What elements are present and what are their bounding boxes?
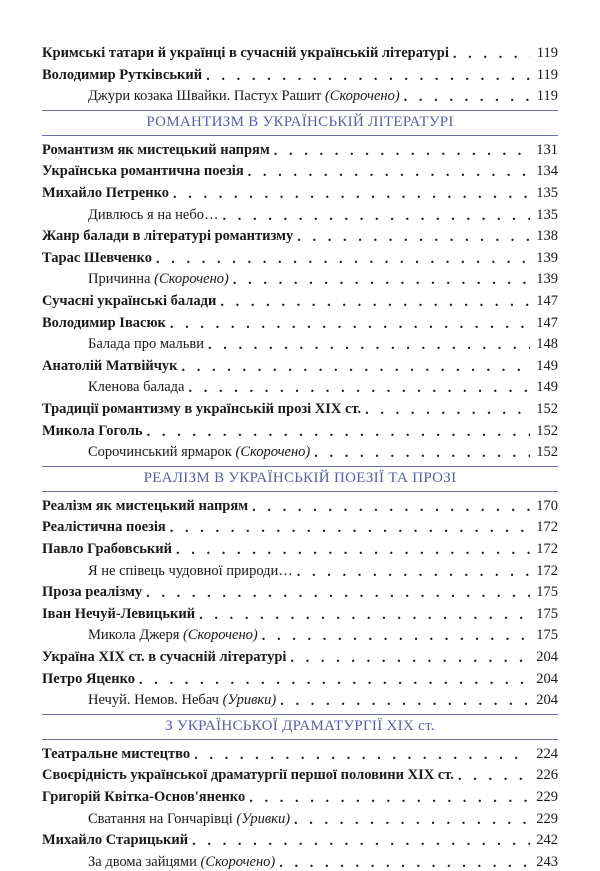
leader-dots (189, 380, 531, 396)
toc-entry (42, 42, 558, 62)
toc-entry (42, 764, 558, 784)
entry-title: Микола Гоголь (42, 422, 143, 439)
leader-dots (249, 790, 530, 806)
leader-dots (279, 855, 530, 871)
entry-title: Михайло Старицький (42, 832, 189, 849)
page-number: 152 (536, 401, 558, 417)
toc-entry (42, 516, 558, 536)
toc-subentry (88, 624, 558, 644)
page-number: 243 (536, 853, 558, 870)
page-number: 139 (536, 271, 558, 288)
leader-dots (248, 164, 530, 180)
leader-dots (458, 768, 530, 784)
page-number: 131 (536, 141, 558, 158)
leader-dots (297, 229, 530, 245)
toc-entry (42, 495, 558, 515)
leader-dots (220, 294, 530, 310)
leader-dots (290, 650, 530, 666)
leader-dots (206, 68, 530, 84)
toc-entry (42, 829, 558, 849)
page-number: 149 (536, 357, 558, 374)
entry-title: Микола Джеря (Скорочено) (88, 627, 258, 644)
leader-dots (139, 672, 530, 688)
leader-dots (294, 812, 530, 828)
entry-note: (Скорочено) (324, 88, 400, 105)
toc-entry (42, 225, 558, 245)
entry-title: Реалістична поезія (42, 519, 166, 536)
entry-title: Тарас Шевченко (42, 249, 152, 266)
entry-title: Кленова балада (88, 379, 185, 396)
page-number: 138 (536, 228, 558, 245)
page-number: 229 (536, 789, 558, 805)
page-number: 139 (536, 249, 558, 266)
leader-dots (208, 337, 530, 353)
toc-entry (42, 64, 558, 84)
entry-title: Григорій Квітка-Основ'яненко (42, 789, 246, 805)
toc-subentry (88, 851, 558, 871)
page-number: 135 (536, 185, 558, 201)
toc-entry (42, 603, 558, 623)
toc-subentry (88, 204, 558, 224)
toc-entry (42, 290, 558, 310)
toc-entry (42, 182, 558, 202)
entry-title: За двома зайцями (Скорочено) (88, 853, 276, 870)
section-heading: РОМАНТИЗМ В УКРАЇНСЬКІЙ ЛІТЕРАТУРІ (42, 110, 558, 136)
leader-dots (404, 89, 530, 105)
toc-subentry (88, 376, 558, 396)
page-number: 172 (536, 519, 558, 536)
page-number: 229 (536, 810, 558, 827)
page-number: 170 (536, 497, 558, 514)
toc-entry (42, 668, 558, 688)
toc-entry (42, 355, 558, 375)
page-number: 149 (536, 379, 558, 396)
page-number: 204 (536, 692, 558, 709)
entry-title: Дивлюсь я на небо… (88, 206, 219, 223)
toc-subentry (88, 85, 558, 105)
entry-note: (Скорочено) (154, 271, 229, 288)
entry-title: Джури козака Швайки. Пастух Рашит (Скорочено) (88, 88, 400, 105)
toc-entry (42, 786, 558, 806)
leader-dots (182, 359, 530, 375)
leader-dots (173, 186, 530, 202)
page-number: 134 (536, 163, 558, 180)
entry-title: Анатолій Матвійчук (42, 357, 178, 374)
toc-subentry (88, 689, 558, 709)
page-number: 152 (536, 444, 558, 461)
page-number: 147 (536, 293, 558, 309)
entry-note: (Уривки) (222, 692, 277, 709)
leader-dots (199, 607, 530, 623)
entry-title: Кримські татари й українці в сучасній українській літературі (42, 45, 449, 61)
toc-entry (42, 139, 558, 159)
toc-entry (42, 160, 558, 180)
toc-entry (42, 743, 558, 763)
toc-entry (42, 538, 558, 558)
leader-dots (176, 542, 530, 558)
leader-dots (170, 520, 530, 536)
entry-title: Сорочинський ярмарок (Скорочено) (88, 444, 311, 461)
leader-dots (192, 833, 530, 849)
page-number: 119 (536, 88, 558, 105)
page-number: 172 (536, 541, 558, 557)
entry-title: Сватання на Гончарівці (Уривки) (88, 810, 291, 827)
entry-title: Театральне мистецтво (42, 745, 191, 762)
toc-entry (42, 247, 558, 267)
toc-entry (42, 646, 558, 666)
leader-dots (280, 693, 530, 709)
entry-title: Причинна (Скорочено) (88, 271, 229, 288)
page-number: 226 (536, 767, 558, 784)
entry-note: (Уривки) (236, 810, 291, 827)
toc-subentry (88, 441, 558, 461)
page-number: 135 (536, 206, 558, 223)
page-number: 175 (536, 584, 558, 601)
page-number: 148 (536, 336, 558, 353)
entry-title: Балада про мальви (88, 336, 204, 353)
page-number: 175 (536, 605, 558, 622)
leader-dots (262, 628, 530, 644)
page-number: 152 (536, 422, 558, 439)
entry-title: Проза реалізму (42, 584, 143, 601)
entry-title: Сучасні українські балади (42, 293, 217, 309)
entry-title: Традиції романтизму в українській прозі XIX ст. (42, 401, 362, 417)
page-number: 119 (536, 45, 558, 61)
leader-dots (146, 585, 530, 601)
entry-title: Україна XIX ст. в сучасній літературі (42, 649, 287, 665)
page-number: 175 (536, 627, 558, 644)
toc-entry (42, 420, 558, 440)
section-heading: РЕАЛІЗМ В УКРАЇНСЬКІЙ ПОЕЗІЇ ТА ПРОЗІ (42, 466, 558, 492)
toc-subentry (88, 560, 558, 580)
entry-title: Реалізм як мистецький напрям (42, 497, 249, 514)
entry-title: Михайло Петренко (42, 185, 169, 201)
leader-dots (453, 46, 530, 62)
leader-dots (233, 272, 530, 288)
leader-dots (252, 499, 530, 515)
leader-dots (170, 316, 530, 332)
entry-title: Петро Яценко (42, 670, 135, 687)
leader-dots (314, 445, 530, 461)
page-number: 224 (536, 745, 558, 762)
entry-title: Володимир Івасюк (42, 314, 166, 331)
page-number: 242 (536, 832, 558, 849)
entry-title: Іван Нечуй-Левицький (42, 605, 196, 622)
page-number: 119 (536, 66, 558, 83)
leader-dots (156, 251, 530, 267)
leader-dots (297, 564, 530, 580)
entry-note: (Скорочено) (200, 853, 276, 870)
page-number: 172 (536, 562, 558, 579)
entry-note: (Скорочено) (183, 627, 258, 644)
leader-dots (365, 402, 530, 418)
entry-title: Нечуй. Немов. Небач (Уривки) (88, 692, 277, 709)
entry-title: Жанр балади в літературі романтизму (42, 228, 294, 245)
entry-title: Своєрідність української драматургії першої половини XIX ст. (42, 767, 454, 784)
leader-dots (274, 143, 530, 159)
section-heading: З УКРАЇНСЬКОЇ ДРАМАТУРГІЇ XIX ст. (42, 714, 558, 740)
entry-title: Павло Грабовський (42, 541, 172, 557)
entry-title: Володимир Рутківський (42, 66, 203, 83)
entry-title: Романтизм як мистецький напрям (42, 141, 270, 158)
leader-dots (194, 747, 530, 763)
entry-title: Українська романтична поезія (42, 163, 244, 180)
leader-dots (223, 208, 531, 224)
page-number: 147 (536, 314, 558, 331)
toc-subentry (88, 808, 558, 828)
page-number: 204 (536, 649, 558, 665)
toc-entry (42, 581, 558, 601)
entry-title: Я не співець чудовної природи… (88, 562, 293, 579)
leader-dots (147, 424, 530, 440)
toc-entry (42, 398, 558, 418)
entry-note: (Скорочено) (235, 444, 311, 461)
page-number: 204 (536, 670, 558, 687)
toc-entry (42, 312, 558, 332)
toc-subentry (88, 268, 558, 288)
toc-subentry (88, 333, 558, 353)
